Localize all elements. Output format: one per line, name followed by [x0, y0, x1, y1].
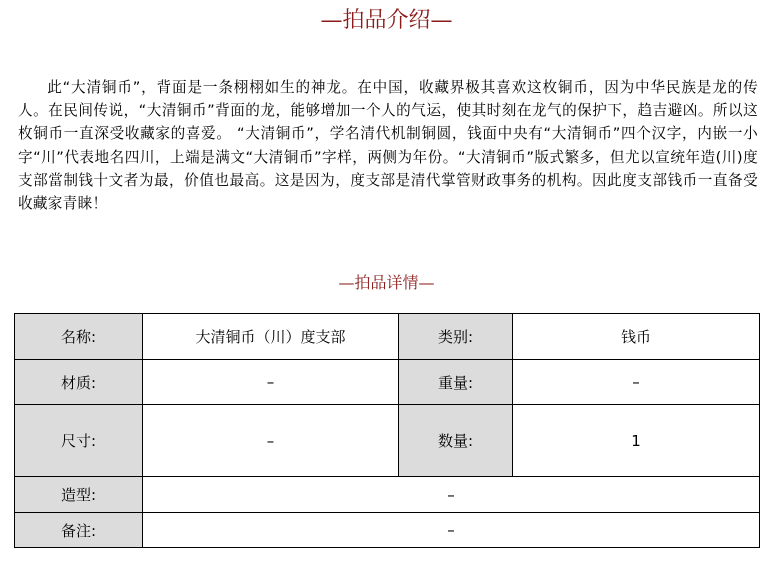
name-label: 名称:	[15, 314, 143, 360]
table-row	[15, 405, 760, 477]
size-value: –	[143, 405, 399, 477]
table-row	[15, 477, 760, 513]
remark-value: –	[143, 513, 760, 548]
intro-paragraph: 此“大清铜币”，背面是一条栩栩如生的神龙。在中国，收藏界极其喜欢这枚铜币，因为中华民族是龙的传人。在民间传说，“大清铜币”背面的龙，能够增加一个人的气运，使其时刻在龙气的保护下，趋吉避凶。所以这枚铜币一直深受收藏家的喜爱。 “大清铜币”，学名清代机制铜圆，钱面中央有“大清铜币”四个汉字，内嵌一小字“川”代表地名四川，上端是满文“大清铜币”字样，两侧为年份。“大清铜币”版式繁多，但尤以宣统年造(川)度支部當制钱十文者为最，价值也最高。这是因为，度支部是清代掌管财政事务的机构。因此度支部钱币一直备受收藏家青睐！	[18, 79, 758, 213]
name-value: 大清铜币（川）度支部	[143, 314, 399, 360]
remark-label: 备注:	[15, 513, 143, 548]
quantity-value: 1	[513, 405, 760, 477]
size-label: 尺寸:	[15, 405, 143, 477]
table-row	[15, 513, 760, 548]
table-row	[15, 314, 760, 360]
material-value: –	[143, 360, 399, 405]
page-title: —拍品介绍—	[320, 8, 453, 33]
weight-value: –	[513, 360, 760, 405]
quantity-label: 数量:	[399, 405, 513, 477]
material-label: 材质:	[15, 360, 143, 405]
weight-label: 重量:	[399, 360, 513, 405]
shape-value: –	[143, 477, 760, 513]
category-value: 钱币	[513, 314, 760, 360]
section-title-details: —拍品详情—	[338, 273, 435, 292]
table-row	[15, 360, 760, 405]
category-label: 类别:	[399, 314, 513, 360]
details-table	[14, 313, 760, 548]
shape-label: 造型:	[15, 477, 143, 513]
